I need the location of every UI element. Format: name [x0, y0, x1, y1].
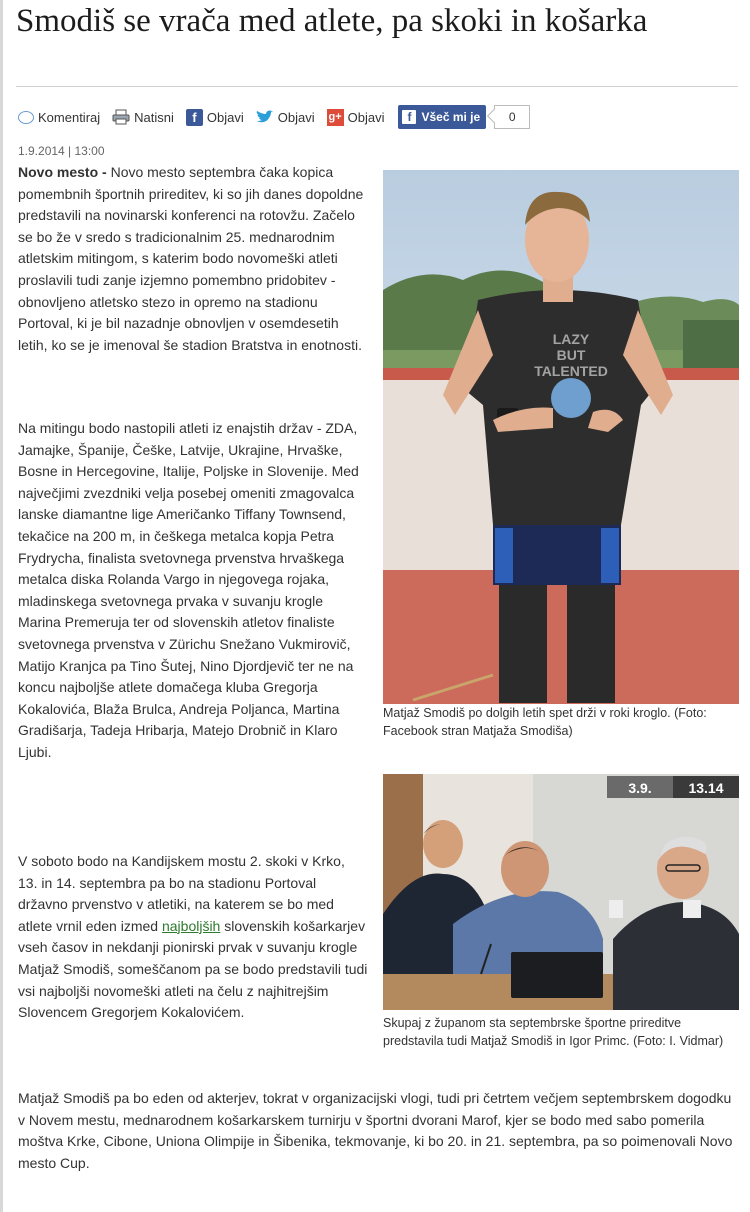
share-toolbar — [18, 102, 738, 132]
article-date: 1.9.2014 | 13:00 — [18, 144, 105, 158]
athlete-photo-illustration — [383, 170, 739, 704]
photo-2-caption: Skupaj z županom sta septembrske športne prireditve predstavila tudi Matjaž Smodiš in Igor Primc. (Foto: I. Vidmar) — [383, 1016, 724, 1048]
like-count-badge: 0 — [494, 105, 530, 129]
google-plus-icon: g+ — [327, 109, 344, 126]
speech-bubble-icon — [18, 111, 34, 124]
paragraph-4: Matjaž Smodiš pa bo eden od akterjev, tokrat v organizacijski vlogi, tudi pri četrtem večjem septembrskem dogodku v Novem mestu, mednarodnem košarkarskem turnirju v športni dvorani Marof, kjer se bodo med sabo pomerila moštva Krke, Cibone, Uniona Olimpije in Šibenika, tekmovanje, ki bo 20. in 21. septembra, pa so poimenovali Novo mesto Cup. — [18, 1090, 733, 1171]
facebook-share-label: Objavi — [206, 109, 244, 125]
comment-label: Komentiraj — [38, 109, 101, 125]
banner-date-left: 3.9. — [628, 780, 652, 796]
najboljsih-link[interactable]: najboljših — [161, 917, 221, 934]
googleplus-share-label: Objavi — [347, 109, 385, 125]
paragraph-1 — [18, 162, 368, 356]
facebook-like-button[interactable] — [398, 105, 486, 129]
lead-location: Novo mesto - — [18, 164, 107, 180]
shirt-text-line-2: BUT — [556, 347, 586, 363]
press-conference-photo — [383, 774, 739, 1010]
athlete-photo — [383, 170, 739, 704]
printer-icon — [112, 109, 130, 125]
paragraph-3-text-before: V soboto bodo na Kandijskem mostu 2. skoki v Krko, 13. in 14. septembra pa bo na stadionu Portoval državno prvenstvo v atletiki, na katerem se bo med atlete vrnil eden izmed — [18, 853, 345, 934]
facebook-icon: f — [186, 109, 203, 126]
print-label: Natisni — [134, 109, 174, 125]
article-title: Smodiš se vrača med atlete, pa skoki in košarka — [16, 3, 648, 39]
title-area — [16, 0, 738, 87]
press-conference-illustration — [383, 774, 739, 1010]
paragraph-3-text-after: slovenskih košarkarjev vseh časov in nekdanji pionirski prvak v suvanju krogle Matjaž Smodiš, someščanom pa se bodo predstavili tudi vsi najboljši novomeški atleti na čelu z najhitrejšim Slovencem Gregorjem Kokalovićem. — [18, 917, 368, 1021]
twitter-share-label: Objavi — [277, 109, 315, 125]
twitter-bird-icon — [256, 110, 274, 124]
paragraph-3 — [18, 851, 368, 1024]
banner-date-right: 13.14 — [688, 780, 724, 796]
comment-button[interactable] — [18, 110, 100, 125]
paragraph-1-text: Novo mesto septembra čaka kopica pomembnih športnih prireditev, ki so jih danes dopoldne predstavili na novinarski konferenci na rotovžu. Začelo se bo že v sredo s tradicionalnim 25. mednarodnim atletskim mitingom, s katerim bodo novomeški atleti proslavili tudi zanje izjemno pomembno pridobitev - obnovljeno atletsko stezo in opremo na stadionu Portoval, ki je bil nazadnje obnovljen v osemdesetih letih, ko se je imenoval še stadion Bratstva in enotnosti. — [18, 164, 364, 353]
shirt-text-line-3: TALENTED — [534, 363, 608, 379]
facebook-like-icon: f — [402, 110, 416, 124]
like-label: Všeč mi je — [421, 110, 481, 124]
print-button[interactable] — [112, 109, 174, 125]
photo-1-caption: Matjaž Smodiš po dolgih letih spet drži v roki kroglo. (Foto: Facebook stran Matjaža Smodiša) — [383, 706, 707, 738]
facebook-share-button[interactable] — [186, 109, 244, 126]
googleplus-share-button[interactable] — [327, 109, 385, 126]
twitter-share-button[interactable] — [256, 110, 315, 125]
paragraph-2: Na mitingu bodo nastopili atleti iz enajstih držav - ZDA, Jamajke, Španije, Češke, Latvije, Ukrajine, Hrvaške, Bosne in Hercegovine, Italije, Poljske in Slovenije. Med največjimi zvezdniki velja posebej omeniti zmagovalca lanske diamantne lige Američanko Tiffany Townsend, tekačice na 200 m, in češkega metalca kopja Petra Frydrycha, finalista svetovnega prvenstva hrvaškega metalca diska Rolanda Vargo in njegovega rojaka, mladinskega svetovnega prvaka v suvanju krogle Marina Premeruja ter od slovenskih atletov finaliste svetovnega prvenstva v Zürichu Snežano Vukmirovič, Matijo Kranjca pa Tino Šutej, Nino Djordjevič ter ne na koncu najboljše atlete domačega kluba Gregorja Kokalovića, Blaža Brulca, Andreja Poljanca, Martina Gradišarja, Tadeja Hribarja, Matejo Drobnič in Klaro Ljubi. — [18, 420, 359, 760]
shirt-text-line-1: LAZY — [552, 331, 590, 347]
left-border — [0, 0, 3, 1212]
